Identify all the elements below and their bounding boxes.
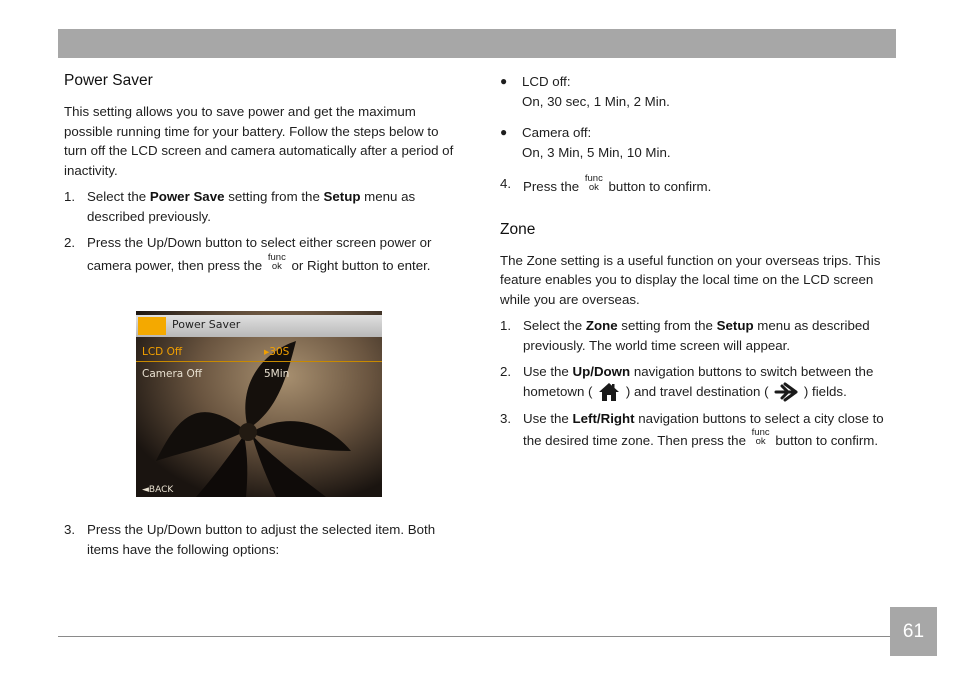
bullet-lcd-off: [500, 72, 894, 111]
ok-label: ok: [271, 260, 282, 272]
step-3: [64, 520, 456, 559]
screen-title-bar: [136, 315, 382, 337]
screen-title: Power Saver: [172, 318, 241, 331]
step-4: [500, 174, 894, 197]
section-heading-power-saver: Power Saver: [64, 72, 153, 89]
step-number: 1.: [500, 318, 512, 333]
func-ok-button-icon: [585, 174, 603, 192]
step-text: ) and travel destination (: [622, 383, 773, 399]
step-number: 2.: [500, 364, 512, 379]
bold-term: Up/Down: [572, 364, 631, 379]
func-ok-button-icon: [268, 253, 286, 271]
step-text: navigation buttons to switch between the hometown (: [523, 364, 874, 399]
flower-photo-background: [136, 311, 382, 497]
home-icon: [598, 382, 620, 402]
bold-term: Setup: [323, 189, 361, 204]
camera-lcd-screenshot: [136, 311, 382, 497]
zone-step-1: [500, 316, 894, 355]
func-label: func: [584, 173, 603, 184]
bold-term: Power Save: [149, 189, 225, 204]
step-number: 3.: [64, 522, 76, 537]
bullet-dot: ●: [500, 125, 508, 139]
ok-label: ok: [755, 436, 766, 447]
func-label: func: [751, 427, 770, 438]
row-value: ▸30S: [264, 346, 290, 358]
step-text: Use the: [523, 364, 573, 379]
step-text: setting from the: [224, 189, 324, 204]
func-label: func: [267, 251, 286, 263]
bold-term: Setup: [716, 318, 754, 333]
step-text: Press the Up/Down button to adjust the selected item. Both items have the following options:: [87, 522, 436, 557]
bullet-label: LCD off:: [522, 74, 571, 89]
step-number: 2.: [64, 235, 76, 250]
step-text: navigation buttons to select a city close to the desired time zone. Then press the: [523, 410, 884, 448]
step-text: Select the: [87, 189, 150, 204]
bullet-options: On, 30 sec, 1 Min, 2 Min.: [522, 93, 670, 109]
power-saver-intro: This setting allows you to save power and get the maximum possible running time for your battery. Follow the steps below to turn off the LCD screen and camera automatically after a period of inactivity.: [64, 104, 454, 178]
row-value: 5Min: [264, 368, 290, 380]
step-2: [64, 233, 456, 275]
right-column: [500, 72, 894, 458]
step-text: menu as described previously.: [87, 189, 416, 224]
step-text: setting from the: [617, 318, 717, 333]
page-number: 61: [890, 607, 937, 656]
bold-term: Left/Right: [572, 410, 635, 426]
step-text: Press the Up/Down button to select either screen power or camera power, then press the: [87, 235, 432, 273]
left-column: [64, 72, 456, 282]
zone-intro: The Zone setting is a useful function on your overseas trips. This feature enables you to display the local time on the LCD screen while you are overseas.: [500, 252, 881, 307]
row-label: LCD Off: [142, 346, 183, 358]
step-text: or Right button to enter.: [287, 257, 431, 273]
step-text: button to confirm.: [604, 179, 712, 194]
bullet-label: Camera off:: [522, 125, 592, 140]
screen-back-label: ◄BACK: [142, 485, 174, 495]
ok-label: ok: [588, 182, 599, 193]
step-number: 4.: [500, 176, 512, 191]
step-1: [64, 187, 456, 226]
section-heading-zone: Zone: [500, 220, 536, 238]
airplane-icon: [774, 382, 798, 402]
zone-step-2: [500, 362, 894, 402]
func-ok-button-icon: [752, 428, 770, 446]
footer-rule: [58, 636, 896, 637]
header-bar: [58, 29, 896, 58]
step-text: menu as described previously. The world time screen will appear.: [523, 318, 870, 353]
row-label: Camera Off: [142, 368, 203, 380]
bold-term: Zone: [585, 318, 618, 333]
bullet-dot: ●: [500, 74, 508, 88]
bullet-camera-off: [500, 123, 894, 162]
bullet-options: On, 3 Min, 5 Min, 10 Min.: [522, 144, 671, 160]
step-number: 1.: [64, 189, 76, 204]
step-text: button to confirm.: [771, 433, 879, 448]
step-text: Select the: [523, 318, 586, 333]
step-text: Press the: [523, 179, 583, 194]
step-number: 3.: [500, 410, 512, 426]
step-text: ) fields.: [800, 383, 847, 399]
zone-step-3: [500, 409, 894, 451]
step-text: Use the: [523, 410, 573, 426]
key-icon: [138, 317, 166, 335]
screen-row-camera-off: [136, 364, 382, 384]
screen-row-lcd-off: [136, 342, 382, 362]
